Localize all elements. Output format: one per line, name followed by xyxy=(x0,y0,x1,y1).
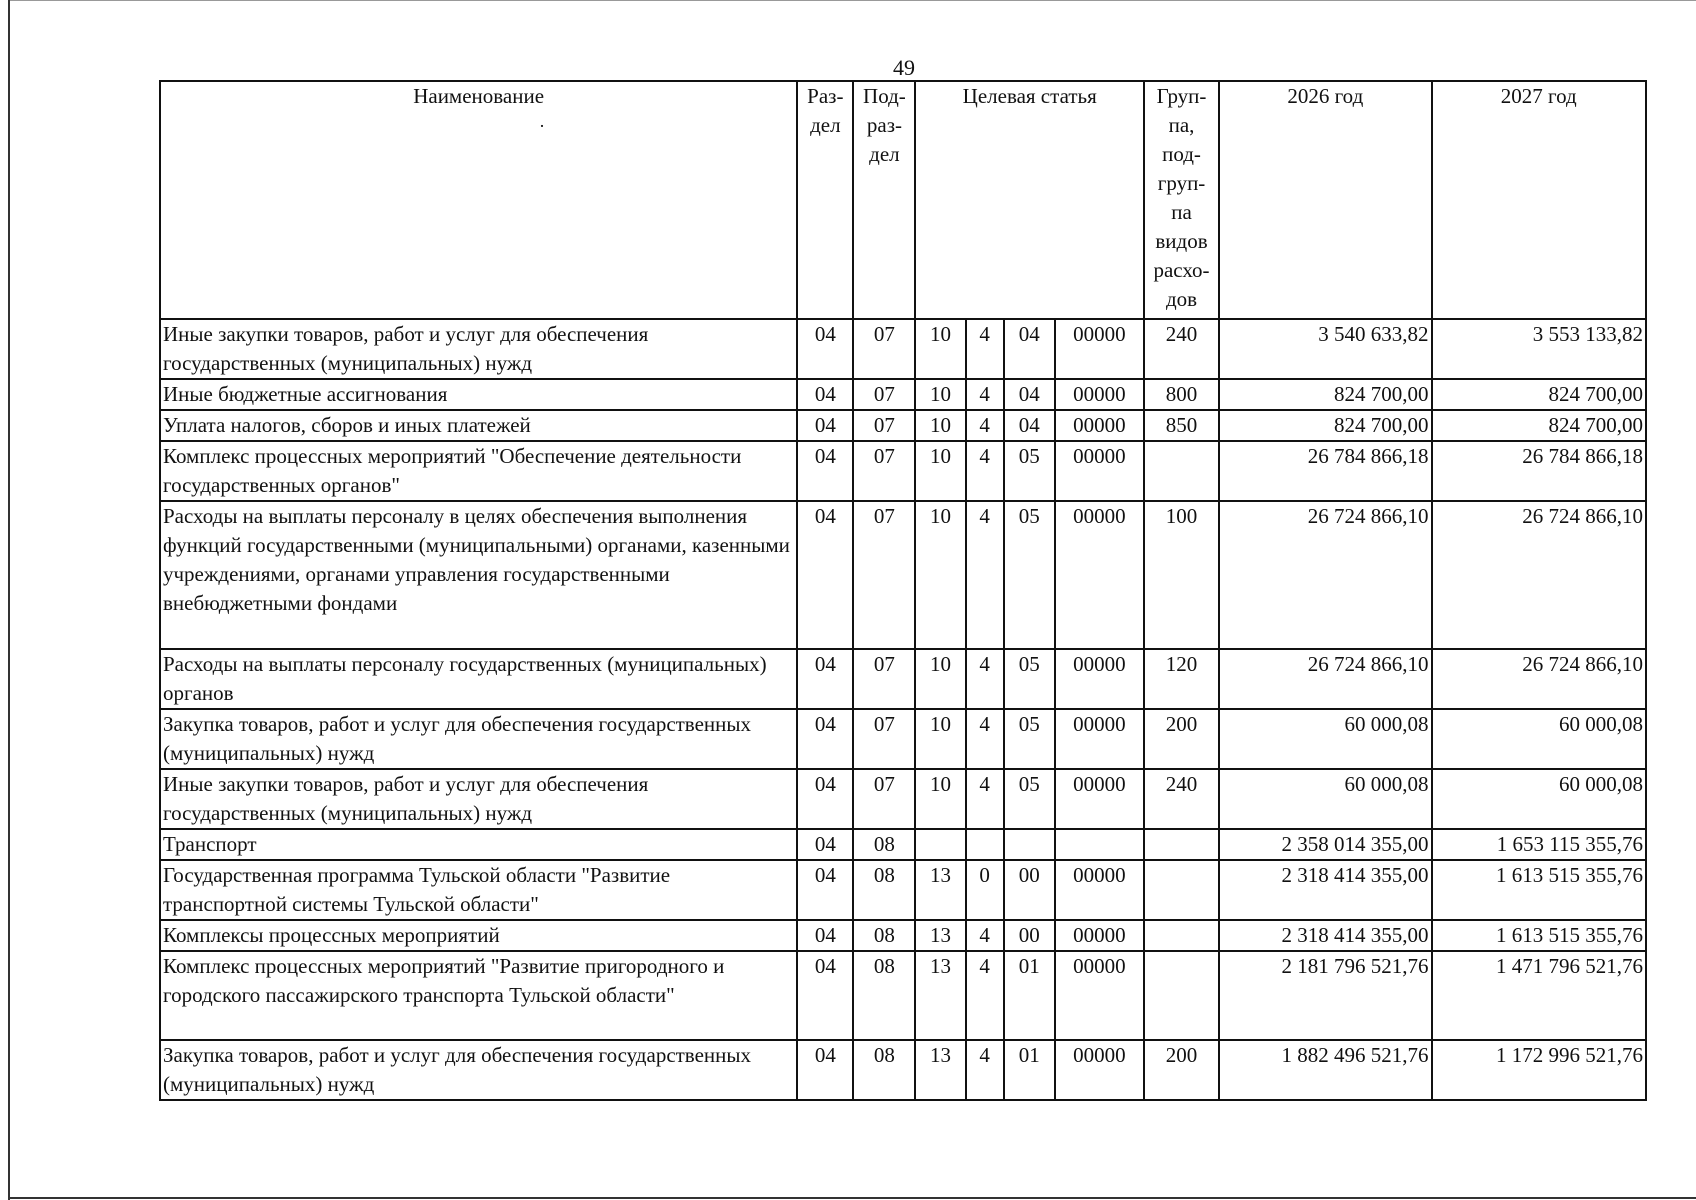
cell-name: Расходы на выплаты персоналу государственных (муниципальных) органов xyxy=(160,649,797,709)
cell-group xyxy=(1144,441,1219,501)
header-year-2027: 2027 год xyxy=(1432,81,1646,319)
table-row xyxy=(160,920,1646,951)
cell-razdel: 04 xyxy=(797,769,853,829)
cell-target-direction: 00000 xyxy=(1055,410,1144,441)
table-body xyxy=(160,319,1646,1100)
cell-target-structure: 05 xyxy=(1004,649,1055,709)
cell-name: Комплекс процессных мероприятий "Развитие пригородного и городского пассажирского транспорта Тульской области" xyxy=(160,951,797,1040)
cell-year-2026: 824 700,00 xyxy=(1219,410,1431,441)
cell-target-type: 4 xyxy=(966,379,1004,410)
cell-razdel: 04 xyxy=(797,860,853,920)
table-row xyxy=(160,951,1646,1040)
table-row xyxy=(160,1040,1646,1100)
cell-target-program: 10 xyxy=(915,319,965,379)
cell-podrazdel: 07 xyxy=(853,649,915,709)
cell-target-program: 13 xyxy=(915,860,965,920)
cell-year-2026: 2 318 414 355,00 xyxy=(1219,860,1431,920)
cell-year-2026: 2 318 414 355,00 xyxy=(1219,920,1431,951)
cell-target-structure: 04 xyxy=(1004,379,1055,410)
cell-target-type: 4 xyxy=(966,649,1004,709)
cell-year-2027: 1 613 515 355,76 xyxy=(1432,920,1646,951)
cell-group: 200 xyxy=(1144,709,1219,769)
cell-target-program: 13 xyxy=(915,1040,965,1100)
cell-target-program xyxy=(915,829,965,860)
cell-target-program: 10 xyxy=(915,379,965,410)
cell-target-structure: 00 xyxy=(1004,920,1055,951)
header-year-2026: 2026 год xyxy=(1219,81,1431,319)
cell-group: 120 xyxy=(1144,649,1219,709)
cell-target-type: 4 xyxy=(966,501,1004,649)
cell-group xyxy=(1144,951,1219,1040)
cell-year-2026: 26 724 866,10 xyxy=(1219,649,1431,709)
cell-target-structure: 01 xyxy=(1004,1040,1055,1100)
cell-group: 800 xyxy=(1144,379,1219,410)
cell-target-structure: 05 xyxy=(1004,709,1055,769)
cell-year-2027: 60 000,08 xyxy=(1432,709,1646,769)
cell-group: 100 xyxy=(1144,501,1219,649)
cell-target-type xyxy=(966,829,1004,860)
cell-target-type: 4 xyxy=(966,709,1004,769)
cell-target-type: 4 xyxy=(966,1040,1004,1100)
cell-target-type: 4 xyxy=(966,769,1004,829)
cell-target-program: 10 xyxy=(915,709,965,769)
cell-target-structure: 00 xyxy=(1004,860,1055,920)
cell-podrazdel: 07 xyxy=(853,769,915,829)
cell-target-direction: 00000 xyxy=(1055,379,1144,410)
cell-razdel: 04 xyxy=(797,501,853,649)
cell-name: Транспорт xyxy=(160,829,797,860)
cell-razdel: 04 xyxy=(797,410,853,441)
table-row xyxy=(160,649,1646,709)
cell-target-type: 4 xyxy=(966,319,1004,379)
cell-razdel: 04 xyxy=(797,649,853,709)
cell-razdel: 04 xyxy=(797,829,853,860)
cell-year-2026: 2 358 014 355,00 xyxy=(1219,829,1431,860)
cell-name: Комплексы процессных мероприятий xyxy=(160,920,797,951)
cell-razdel: 04 xyxy=(797,379,853,410)
cell-year-2026: 824 700,00 xyxy=(1219,379,1431,410)
cell-name: Иные закупки товаров, работ и услуг для обеспечения государственных (муниципальных) нужд xyxy=(160,769,797,829)
cell-year-2027: 60 000,08 xyxy=(1432,769,1646,829)
cell-year-2027: 1 471 796 521,76 xyxy=(1432,951,1646,1040)
cell-razdel: 04 xyxy=(797,709,853,769)
cell-razdel: 04 xyxy=(797,319,853,379)
table-header-row xyxy=(160,81,1646,319)
cell-podrazdel: 07 xyxy=(853,379,915,410)
cell-target-direction: 00000 xyxy=(1055,920,1144,951)
cell-target-direction: 00000 xyxy=(1055,769,1144,829)
cell-podrazdel: 08 xyxy=(853,951,915,1040)
cell-podrazdel: 07 xyxy=(853,441,915,501)
scan-edge-left xyxy=(8,0,10,1200)
cell-group xyxy=(1144,829,1219,860)
cell-target-type: 4 xyxy=(966,441,1004,501)
budget-table xyxy=(159,80,1647,1101)
cell-target-structure: 05 xyxy=(1004,501,1055,649)
cell-target-structure: 04 xyxy=(1004,410,1055,441)
cell-year-2026: 60 000,08 xyxy=(1219,709,1431,769)
cell-group xyxy=(1144,860,1219,920)
cell-name: Государственная программа Тульской области "Развитие транспортной системы Тульской области" xyxy=(160,860,797,920)
cell-name: Уплата налогов, сборов и иных платежей xyxy=(160,410,797,441)
header-razdel: Раз- дел xyxy=(797,81,853,319)
cell-target-program: 10 xyxy=(915,410,965,441)
cell-target-type: 0 xyxy=(966,860,1004,920)
cell-target-type: 4 xyxy=(966,951,1004,1040)
header-podrazdel: Под- раз- дел xyxy=(853,81,915,319)
cell-year-2026: 26 724 866,10 xyxy=(1219,501,1431,649)
cell-year-2027: 26 784 866,18 xyxy=(1432,441,1646,501)
cell-target-structure: 05 xyxy=(1004,441,1055,501)
table-row xyxy=(160,860,1646,920)
cell-target-direction: 00000 xyxy=(1055,860,1144,920)
cell-target-direction: 00000 xyxy=(1055,441,1144,501)
cell-target-program: 13 xyxy=(915,920,965,951)
cell-target-direction: 00000 xyxy=(1055,1040,1144,1100)
cell-year-2027: 1 613 515 355,76 xyxy=(1432,860,1646,920)
table-row xyxy=(160,319,1646,379)
table-row xyxy=(160,379,1646,410)
cell-podrazdel: 08 xyxy=(853,920,915,951)
cell-group: 850 xyxy=(1144,410,1219,441)
table-row xyxy=(160,829,1646,860)
cell-razdel: 04 xyxy=(797,1040,853,1100)
cell-year-2026: 60 000,08 xyxy=(1219,769,1431,829)
header-name: Наименование . xyxy=(160,81,797,319)
cell-year-2027: 824 700,00 xyxy=(1432,410,1646,441)
cell-target-structure: 04 xyxy=(1004,319,1055,379)
cell-target-structure: 05 xyxy=(1004,769,1055,829)
table-row xyxy=(160,501,1646,649)
cell-target-type: 4 xyxy=(966,920,1004,951)
cell-year-2026: 2 181 796 521,76 xyxy=(1219,951,1431,1040)
cell-target-program: 10 xyxy=(915,441,965,501)
cell-group: 240 xyxy=(1144,769,1219,829)
cell-target-program: 10 xyxy=(915,769,965,829)
cell-year-2027: 3 553 133,82 xyxy=(1432,319,1646,379)
table-row xyxy=(160,410,1646,441)
table-row xyxy=(160,709,1646,769)
table-row xyxy=(160,769,1646,829)
cell-year-2027: 824 700,00 xyxy=(1432,379,1646,410)
cell-year-2027: 1 653 115 355,76 xyxy=(1432,829,1646,860)
cell-group xyxy=(1144,920,1219,951)
cell-year-2027: 26 724 866,10 xyxy=(1432,501,1646,649)
cell-name: Иные бюджетные ассигнования xyxy=(160,379,797,410)
cell-year-2026: 3 540 633,82 xyxy=(1219,319,1431,379)
cell-target-type: 4 xyxy=(966,410,1004,441)
table-row xyxy=(160,441,1646,501)
header-group: Груп- па, под- груп- па видов расхо- дов xyxy=(1144,81,1219,319)
cell-year-2027: 26 724 866,10 xyxy=(1432,649,1646,709)
cell-podrazdel: 07 xyxy=(853,319,915,379)
cell-razdel: 04 xyxy=(797,441,853,501)
header-target-article: Целевая статья xyxy=(915,81,1143,319)
cell-name: Иные закупки товаров, работ и услуг для обеспечения государственных (муниципальных) нужд xyxy=(160,319,797,379)
cell-target-program: 10 xyxy=(915,649,965,709)
cell-razdel: 04 xyxy=(797,920,853,951)
cell-group: 200 xyxy=(1144,1040,1219,1100)
cell-target-program: 10 xyxy=(915,501,965,649)
cell-target-direction: 00000 xyxy=(1055,951,1144,1040)
cell-podrazdel: 08 xyxy=(853,1040,915,1100)
cell-target-program: 13 xyxy=(915,951,965,1040)
cell-group: 240 xyxy=(1144,319,1219,379)
cell-name: Расходы на выплаты персоналу в целях обеспечения выполнения функций государственными (муниципальными) органами, казенными учреждениями, органами управления государственными внебюджетными фондами xyxy=(160,501,797,649)
scan-edge-bottom xyxy=(8,1197,1696,1199)
cell-target-direction: 00000 xyxy=(1055,319,1144,379)
cell-name: Закупка товаров, работ и услуг для обеспечения государственных (муниципальных) нужд xyxy=(160,709,797,769)
page-number: 49 xyxy=(893,55,915,80)
cell-target-direction: 00000 xyxy=(1055,501,1144,649)
cell-podrazdel: 08 xyxy=(853,860,915,920)
cell-year-2026: 1 882 496 521,76 xyxy=(1219,1040,1431,1100)
cell-target-structure: 01 xyxy=(1004,951,1055,1040)
cell-target-structure xyxy=(1004,829,1055,860)
cell-target-direction: 00000 xyxy=(1055,709,1144,769)
scan-edge-top xyxy=(8,0,1696,1)
cell-podrazdel: 08 xyxy=(853,829,915,860)
cell-podrazdel: 07 xyxy=(853,410,915,441)
cell-podrazdel: 07 xyxy=(853,709,915,769)
cell-target-direction: 00000 xyxy=(1055,649,1144,709)
cell-razdel: 04 xyxy=(797,951,853,1040)
cell-year-2027: 1 172 996 521,76 xyxy=(1432,1040,1646,1100)
cell-target-direction xyxy=(1055,829,1144,860)
cell-year-2026: 26 784 866,18 xyxy=(1219,441,1431,501)
cell-name: Закупка товаров, работ и услуг для обеспечения государственных (муниципальных) нужд xyxy=(160,1040,797,1100)
cell-podrazdel: 07 xyxy=(853,501,915,649)
cell-name: Комплекс процессных мероприятий "Обеспечение деятельности государственных органов" xyxy=(160,441,797,501)
